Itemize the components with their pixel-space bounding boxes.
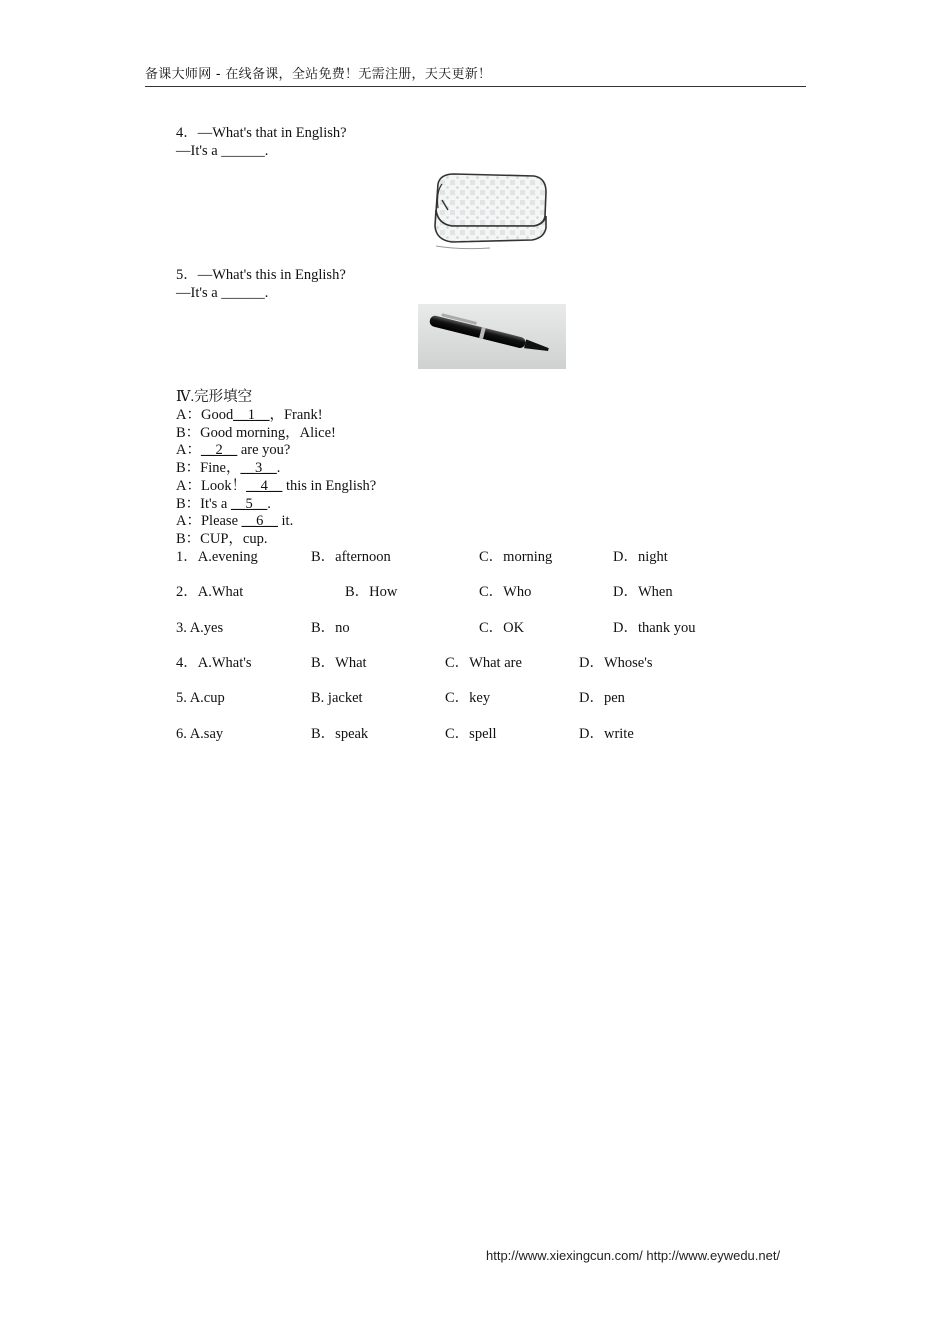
option-4-d: D．Whose's xyxy=(579,655,653,671)
option-6-c: C．spell xyxy=(445,726,497,742)
q5-answer-line: —It's a ______. xyxy=(176,285,269,301)
option-5-a: 5. A.cup xyxy=(176,690,225,706)
pen-icon xyxy=(418,304,566,369)
option-1-a: 1．A.evening xyxy=(176,549,258,565)
dialogue-line-1: A：Good__1__，Frank! xyxy=(176,407,323,423)
dialogue-line-3: A：__2__ are you? xyxy=(176,442,291,458)
option-6-d: D．write xyxy=(579,726,634,742)
option-3-c: C．OK xyxy=(479,620,525,636)
option-6-a: 6. A.say xyxy=(176,726,224,742)
option-1-c: C．morning xyxy=(479,549,553,565)
option-2-c: C．Who xyxy=(479,584,532,600)
dialogue-line-8: B：CUP，cup. xyxy=(176,531,268,547)
option-5-c: C．key xyxy=(445,690,491,706)
option-6-b: B．speak xyxy=(311,726,369,742)
pencil-case-icon xyxy=(430,170,550,250)
option-1-d: D．night xyxy=(613,549,668,565)
section-title: Ⅳ.完形填空 xyxy=(176,389,253,405)
option-5-d: D．pen xyxy=(579,690,625,706)
option-3-b: B．no xyxy=(311,620,350,636)
header-text: 备课大师网 - 在线备课，全站免费！无需注册，天天更新！ xyxy=(145,67,492,82)
dialogue-line-7: A：Please __6__ it. xyxy=(176,513,294,529)
option-3-a: 3. A.yes xyxy=(176,620,224,636)
option-5-b: B. jacket xyxy=(311,690,363,706)
q4-question: 4．—What's that in English? xyxy=(176,125,347,141)
page-header xyxy=(145,66,806,87)
dialogue-line-6: B：It's a __5__. xyxy=(176,496,271,512)
option-2-a: 2．A.What xyxy=(176,584,244,600)
dialogue-line-5: A：Look！__4__ this in English? xyxy=(176,478,377,494)
q4-answer-line: —It's a ______. xyxy=(176,143,269,159)
page-footer: http://www.xiexingcun.com/ http://www.eywedu.net/ xyxy=(486,1248,781,1263)
option-3-d: D．thank you xyxy=(613,620,696,636)
q5-question: 5．—What's this in English? xyxy=(176,267,346,283)
option-2-d: D．When xyxy=(613,584,673,600)
option-4-b: B．What xyxy=(311,655,367,671)
dialogue-line-2: B：Good morning，Alice! xyxy=(176,425,336,441)
option-2-b: B．How xyxy=(345,584,398,600)
dialogue-line-4: B：Fine，__3__. xyxy=(176,460,281,476)
option-1-b: B．afternoon xyxy=(311,549,391,565)
option-4-c: C．What are xyxy=(445,655,522,671)
option-4-a: 4．A.What's xyxy=(176,655,252,671)
